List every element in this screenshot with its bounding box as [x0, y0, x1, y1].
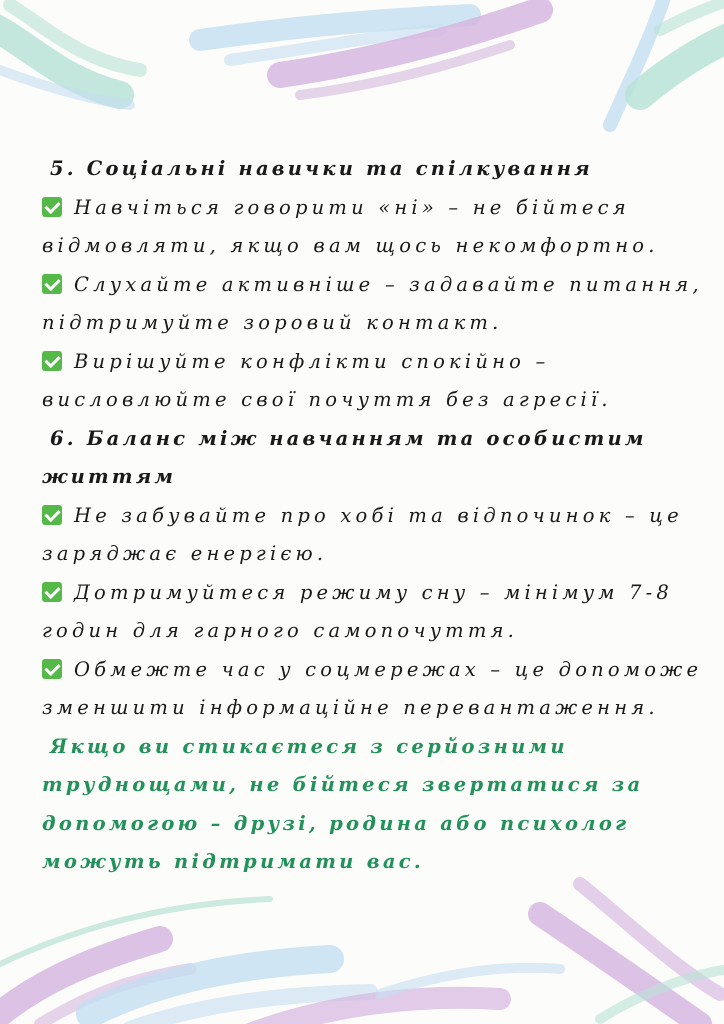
item-text-line: Слухайте активніше – задавайте питання, [74, 272, 703, 296]
item-text-line: відмовляти, якщо вам щось некомфортно. [42, 234, 659, 257]
item-text-line: Обмежте час у соцмережах – це допоможе [74, 657, 703, 681]
check-mark-icon [42, 582, 62, 602]
section-6-item-1 [42, 497, 692, 574]
check-mark-icon [42, 197, 62, 217]
item-text-line: Навчіться говорити «ні» – не бійтеся [74, 195, 630, 219]
closing-note [42, 728, 692, 882]
section-6-item-2 [42, 574, 692, 651]
item-text-line: заряджає енергією. [42, 542, 328, 565]
item-text-line: Вирішуйте конфлікти спокійно – [74, 349, 550, 373]
document-content [42, 150, 703, 882]
check-mark-icon [42, 351, 62, 371]
item-text-line: Дотримуйтеся режиму сну – мінімум 7-8 [74, 580, 674, 604]
closing-note-line: допомогою – друзі, родина або психолог [42, 811, 630, 835]
closing-note-line: труднощами, не бійтеся звертатися за [42, 773, 644, 796]
item-text-line: підтримуйте зоровий контакт. [42, 311, 503, 334]
item-text-line: висловлюйте свої почуття без агресії. [42, 388, 612, 411]
bottom-brush-decoration [0, 874, 724, 1024]
closing-note-line: можуть підтримати вас. [42, 850, 425, 873]
section-5-heading: 5. Соціальні навички та спілкування [50, 157, 593, 180]
section-6-item-3 [42, 651, 703, 728]
item-text-line: Не забувайте про хобі та відпочинок – це [74, 503, 683, 527]
top-brush-decoration [0, 0, 724, 150]
item-text-line: годин для гарного самопочуття. [42, 619, 519, 642]
check-mark-icon [42, 505, 62, 525]
section-5-item-1 [42, 189, 692, 266]
closing-note-line: Якщо ви стикаєтеся з серйозними [50, 734, 568, 758]
check-mark-icon [42, 659, 62, 679]
section-6-heading: 6. Баланс між навчанням та особистим [50, 426, 647, 450]
check-mark-icon [42, 274, 62, 294]
section-6-heading-continued: життям [42, 465, 177, 488]
section-5-item-2 [42, 266, 703, 343]
item-text-line: зменшити інформаційне перевантаження. [42, 696, 659, 719]
section-5-item-3 [42, 343, 692, 420]
